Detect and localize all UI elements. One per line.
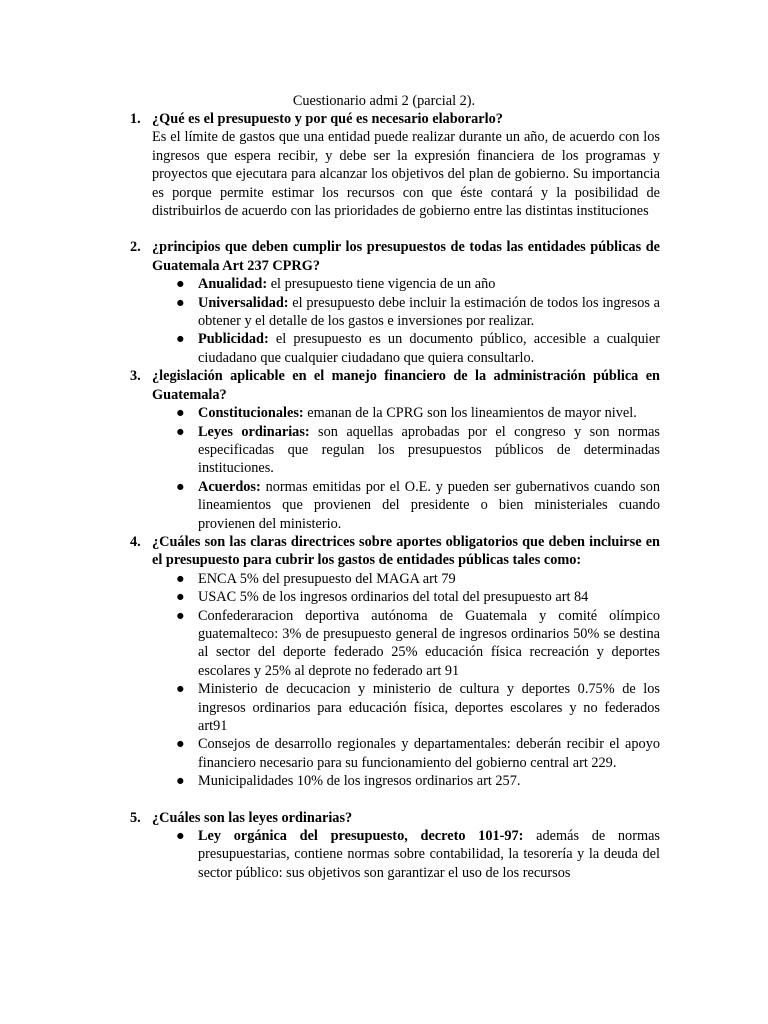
bullet-icon: ● — [176, 681, 185, 698]
list-item — [176, 404, 660, 422]
list-item — [176, 275, 660, 293]
list-item — [176, 607, 660, 681]
bullet-icon: ● — [176, 570, 185, 587]
item-text: USAC 5% de los ingresos ordinarios del total del presupuesto art 84 — [198, 589, 589, 606]
question-2 — [130, 238, 660, 367]
question-text: ¿Cuáles son las claras directrices sobre aportes obligatorios que deben incluirse en el presupuesto para cubrir los gastos de entidades públicas tales como: — [152, 533, 660, 569]
question-text: ¿legislación aplicable en el manejo financiero de la administración pública en Guatemala? — [152, 368, 660, 403]
question-list — [130, 110, 660, 882]
item-label: Ley orgánica del presupuesto, decreto 101-97: — [198, 828, 524, 845]
item-text: el presupuesto debe incluir la estimación de todos los ingresos a obtener y el detalle de los gastos e inversiones por realizar. — [198, 294, 660, 330]
item-text: el presupuesto es un documento público, accesible a cualquier ciudadano que cualquier ciudadano que quiera consultarlo. — [198, 331, 660, 366]
question-number: 4. — [130, 533, 141, 550]
item-text: emanan de la CPRG son los lineamientos de mayor nivel. — [303, 405, 637, 422]
list-item — [176, 772, 660, 790]
bullet-list — [152, 827, 660, 882]
item-label: Leyes ordinarias: — [198, 423, 310, 440]
bullet-list — [152, 404, 660, 533]
list-item — [176, 588, 660, 606]
item-label: Universalidad: — [198, 294, 289, 311]
item-text: Consejos de desarrollo regionales y departamentales: deberán recibir el apoyo financiero necesario para su funcionamiento del gobierno central art 229. — [198, 736, 660, 771]
item-label: Anualidad: — [198, 276, 268, 293]
bullet-icon: ● — [176, 405, 185, 422]
bullet-icon: ● — [176, 828, 185, 845]
bullet-icon: ● — [176, 423, 185, 440]
question-4 — [130, 533, 660, 791]
list-item — [176, 735, 660, 772]
item-text: ENCA 5% del presupuesto del MAGA art 79 — [198, 570, 456, 587]
item-text: Ministerio de decucacion y ministerio de cultura y deportes 0.75% de los ingresos ordinarios para educación física, deportes escolares y no federados art91 — [198, 681, 660, 734]
bullet-icon: ● — [176, 607, 185, 624]
list-item — [176, 423, 660, 478]
bullet-icon: ● — [176, 736, 185, 753]
question-5 — [130, 809, 660, 883]
item-text: Municipalidades 10% de los ingresos ordinarios art 257. — [198, 773, 521, 790]
bullet-icon: ● — [176, 331, 185, 348]
bullet-list — [152, 275, 660, 367]
item-text: además de normas presupuestarias, contiene normas sobre contabilidad, la tesorería y la deuda del sector público: sus objetivos son garantizar el uso de los recursos — [198, 828, 660, 881]
item-text: son aquellas aprobadas por el congreso y son normas especificadas que regulan los presupuestos públicos de determinadas instituciones. — [198, 423, 660, 477]
question-text: ¿Cuáles son las leyes ordinarias? — [152, 809, 353, 826]
question-number: 5. — [130, 809, 141, 826]
bullet-icon: ● — [176, 294, 185, 311]
list-item — [176, 294, 660, 331]
item-label: Constitucionales: — [198, 405, 304, 422]
question-1 — [130, 110, 660, 220]
item-text: el presupuesto tiene vigencia de un año — [267, 276, 496, 293]
item-label: Publicidad: — [198, 331, 269, 348]
bullet-icon: ● — [176, 478, 185, 495]
question-text: ¿principios que deben cumplir los presupuestos de todas las entidades públicas de Guatemala Art 237 CPRG? — [152, 239, 660, 274]
bullet-icon: ● — [176, 589, 185, 606]
answer-text: Es el límite de gastos que una entidad puede realizar durante un año, de acuerdo con los ingresos que espera recibir, y debe ser la expresión financiera de los programas y proyectos que ejecutara para alcanzar los objetivos del plan de gobierno. Su importancia es porque permite estimar los recursos con que éste contará y la posibilidad de distribuirlos de acuerdo con las prioridades de gobierno entre las distintas instituciones — [152, 129, 660, 220]
question-3 — [130, 367, 660, 533]
list-item — [176, 570, 660, 588]
question-text: ¿Qué es el presupuesto y por qué es necesario elaborarlo? — [152, 111, 503, 127]
list-item — [176, 478, 660, 533]
bullet-icon: ● — [176, 276, 185, 293]
list-item — [176, 827, 660, 882]
question-number: 2. — [130, 239, 141, 256]
list-item — [176, 330, 660, 367]
list-item — [176, 680, 660, 735]
question-number: 1. — [130, 111, 141, 127]
item-text: normas emitidas por el O.E. y pueden ser gubernativos cuando son lineamientos que provienen del presidente o bien ministeriales cuando provienen del ministerio. — [198, 478, 660, 532]
bullet-icon: ● — [176, 773, 185, 790]
bullet-list — [152, 570, 660, 791]
question-number: 3. — [130, 368, 141, 385]
item-label: Acuerdos: — [198, 478, 261, 495]
item-text: Confederaracion deportiva autónoma de Guatemala y comité olímpico guatemalteco: 3% de presupuesto general de ingresos ordinarios 50% se destina al sector del deporte federado 25% educación física recreación y deportes escolares y 25% al deprote no federado art 91 — [198, 607, 660, 679]
document-title: Cuestionario admi 2 (parcial 2). — [292, 93, 476, 109]
